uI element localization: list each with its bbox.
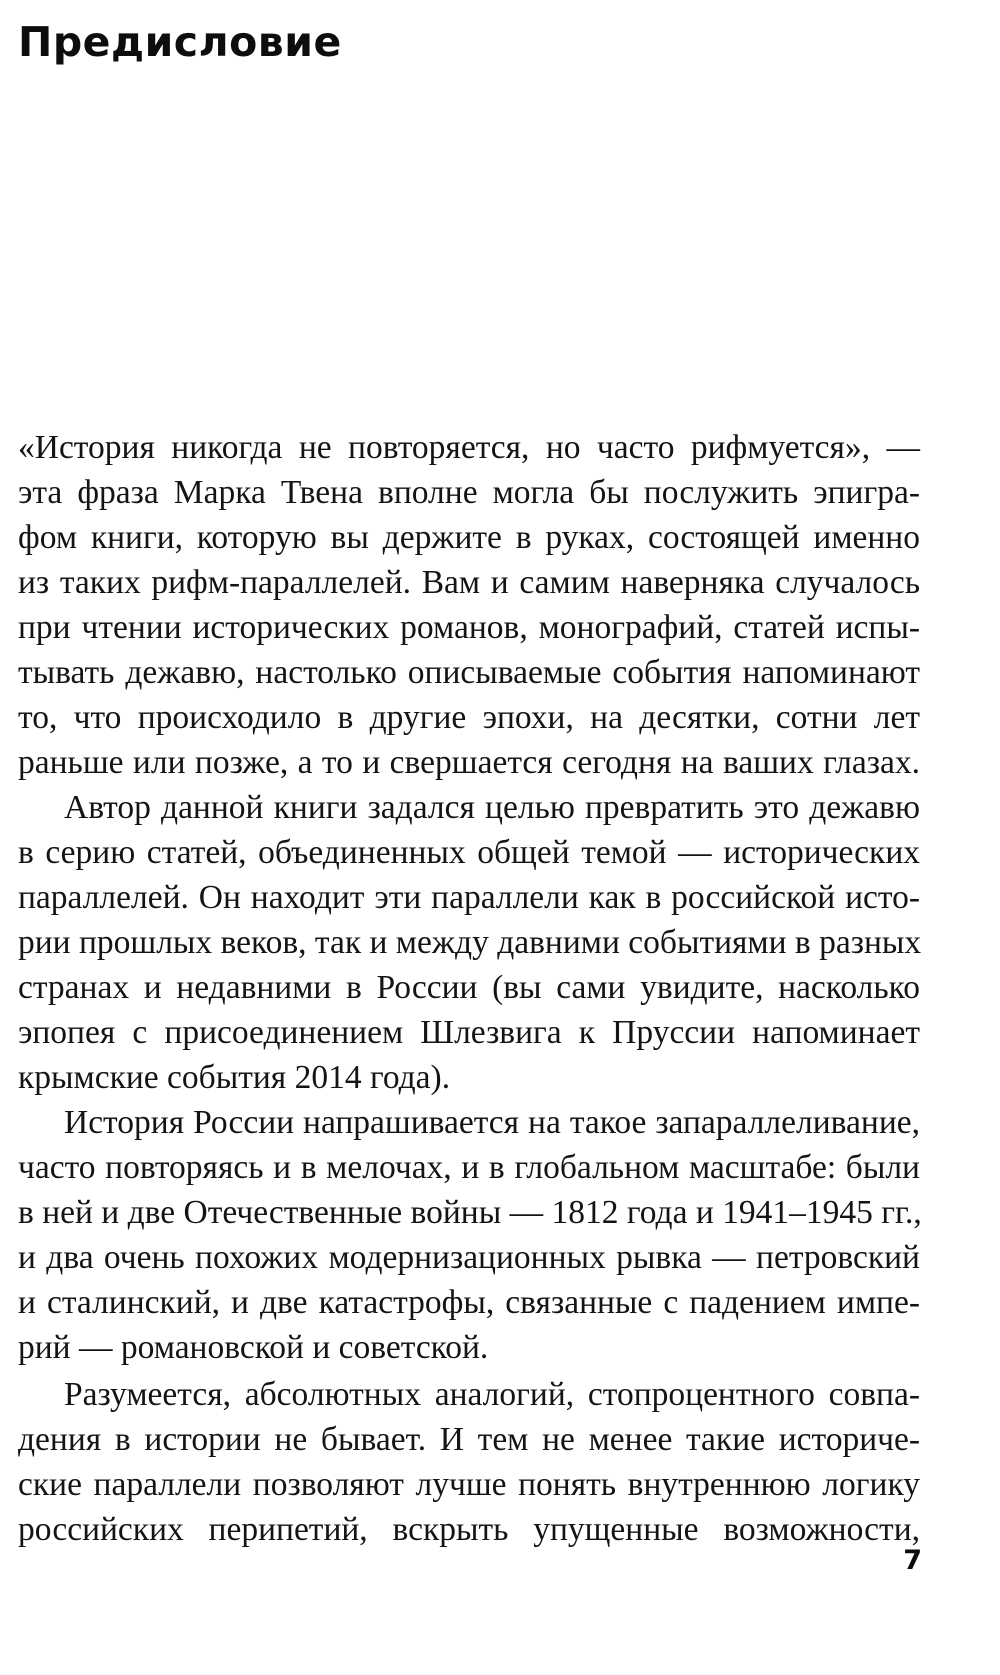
text-line: рии прошлых веков, так и между давними событиями в разных: [18, 924, 922, 961]
text-line: «История никогда не повторяется, но часто рифмуется», —: [18, 429, 920, 466]
text-line: Разумеется, абсолютных аналогий, стопроцентного совпа-: [64, 1376, 920, 1413]
body-text: [18, 425, 920, 1552]
text-line: из таких рифм-параллелей. Вам и самим наверняка случалось: [18, 564, 920, 601]
text-line: тывать дежавю, настолько описываемые события напоминают: [18, 654, 920, 691]
text-line: рий — романовской и советской.: [18, 1329, 489, 1366]
text-line: в ней и две Отечественные войны — 1812 года и 1941–1945 гг.,: [18, 1194, 922, 1231]
text-line: в серию статей, объединенных общей темой — исторических: [18, 834, 920, 871]
text-line: российских перипетий, вскрыть упущенные возможности,: [18, 1511, 920, 1548]
paragraph: [18, 1100, 920, 1370]
paragraph: [18, 425, 920, 785]
text-line: и сталинский, и две катастрофы, связанные с падением импе-: [18, 1284, 920, 1321]
text-line: История России напрашивается на такое запараллеливание,: [64, 1104, 920, 1141]
text-line: фом книги, которую вы держите в руках, состоящей именно: [18, 519, 920, 556]
text-line: при чтении исторических романов, монографий, статей испы-: [18, 609, 920, 646]
text-line: и два очень похожих модернизационных рывка — петровский: [18, 1239, 920, 1276]
text-line: дения в истории не бывает. И тем не менее такие историче-: [18, 1421, 920, 1458]
paragraph: [18, 1372, 920, 1552]
text-line: крымские события 2014 года).: [18, 1059, 451, 1096]
page-number: 7: [903, 1545, 922, 1576]
text-line: ские параллели позволяют лучше понять внутреннюю логику: [18, 1466, 920, 1503]
text-line: эта фраза Марка Твена вполне могла бы послужить эпигра-: [18, 474, 920, 511]
text-line: раньше или позже, а то и свершается сегодня на ваших глазах.: [18, 744, 920, 781]
text-line: странах и недавними в России (вы сами увидите, насколько: [18, 969, 920, 1006]
chapter-heading: Предисловие: [18, 18, 342, 66]
text-line: часто повторяясь и в мелочах, и в глобальном масштабе: были: [18, 1149, 920, 1186]
text-line: эпопея с присоединением Шлезвига к Пруссии напоминает: [18, 1014, 920, 1051]
paragraph: [18, 785, 920, 1100]
text-line: то, что происходило в другие эпохи, на десятки, сотни лет: [18, 699, 920, 736]
text-line: Автор данной книги задался целью превратить это дежавю: [64, 789, 920, 826]
text-line: параллелей. Он находит эти параллели как в российской исто-: [18, 879, 920, 916]
